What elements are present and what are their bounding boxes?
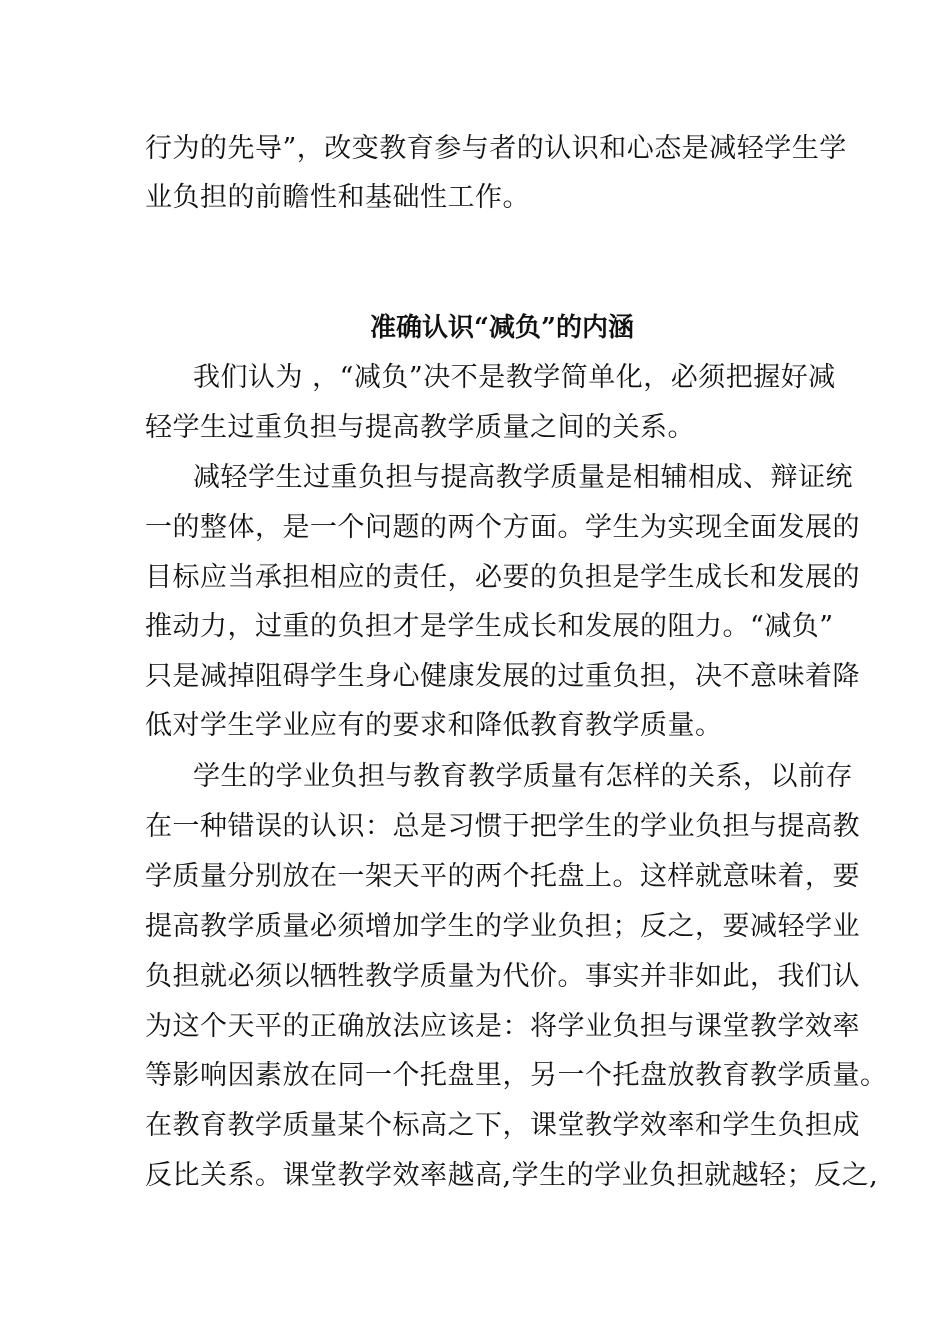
paragraph2-line-4: 推动力，过重的负担才是学生成长和发展的阻力。“减负”	[145, 611, 834, 642]
paragraph3-line-5: 负担就必须以牺牲教学质量为代价。事实并非如此，我们认	[145, 961, 860, 992]
paragraph3-line-7: 等影响因素放在同一个托盘里，另一个托盘放教育教学质量。	[145, 1060, 888, 1091]
paragraph1-line-1: 我们认为 ，“减负”决不是教学简单化，必须把握好减	[193, 362, 836, 393]
paragraph3-line-9: 反比关系。课堂教学效率越高,学生的学业负担就越轻；反之,	[145, 1160, 879, 1191]
paragraph1-line-2: 轻学生过重负担与提高教学质量之间的关系。	[145, 412, 695, 443]
paragraph3-line-6: 为这个天平的正确放法应该是：将学业负担与课堂教学效率	[145, 1011, 860, 1042]
paragraph3-line-8: 在教育教学质量某个标高之下，课堂教学效率和学生负担成	[145, 1110, 860, 1141]
paragraph3-line-4: 提高教学质量必须增加学生的学业负担；反之，要减轻学业	[145, 911, 860, 942]
paragraph3-line-2: 在一种错误的认识：总是习惯于把学生的学业负担与提高教	[145, 811, 860, 842]
paragraph3-line-3: 学质量分别放在一架天平的两个托盘上。这样就意味着，要	[145, 861, 860, 892]
paragraph2-line-5: 只是减掉阻碍学生身心健康发展的过重负担，决不意味着降	[145, 661, 860, 692]
paragraph2-line-6: 低对学生学业应有的要求和降低教育教学质量。	[145, 710, 723, 741]
intro-line-2: 业负担的前瞻性和基础性工作。	[145, 182, 530, 213]
intro-line-1: 行为的先导”，改变教育参与者的认识和心态是减轻学生学	[145, 133, 847, 164]
paragraph3-line-1: 学生的学业负担与教育教学质量有怎样的关系，以前存	[193, 761, 853, 792]
paragraph2-line-2: 一的整体，是一个问题的两个方面。学生为实现全面发展的	[145, 512, 860, 543]
section-title: 准确认识“减负”的内涵	[370, 313, 634, 343]
paragraph2-line-3: 目标应当承担相应的责任，必要的负担是学生成长和发展的	[145, 562, 860, 593]
paragraph2-line-1: 减轻学生过重负担与提高教学质量是相辅相成、辩证统	[193, 462, 853, 493]
